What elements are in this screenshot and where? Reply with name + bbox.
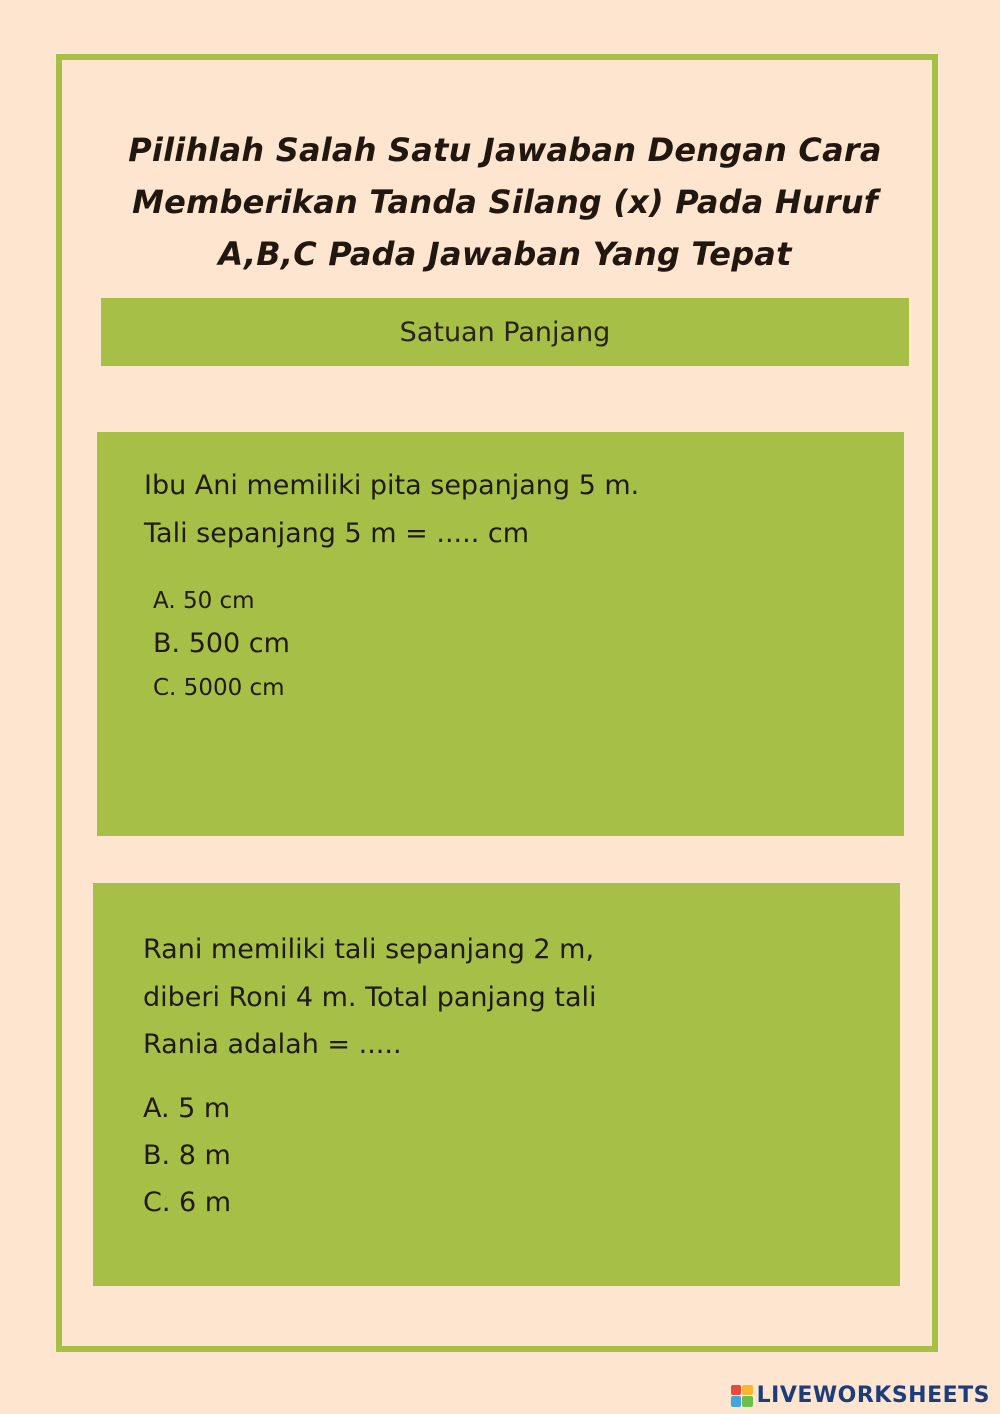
liveworksheets-watermark (731, 1383, 990, 1408)
question-card-2 (93, 883, 900, 1286)
instructions-line-2: Memberikan Tanda Silang (x) Pada Huruf (132, 183, 878, 221)
question-2-text-line-1: Rani memiliki tali sepanjang 2 m, (143, 934, 595, 965)
liveworksheets-logo-icon (731, 1385, 753, 1407)
question-2-text-line-2: diberi Roni 4 m. Total panjang tali (143, 982, 597, 1013)
question-1-option-c[interactable]: C. 5000 cm (153, 675, 285, 701)
question-1-text-line-2: Tali sepanjang 5 m = ..... cm (144, 518, 530, 549)
topic-title: Satuan Panjang (399, 316, 611, 348)
instructions-line-1: Pilihlah Salah Satu Jawaban Dengan Cara (128, 131, 882, 169)
watermark-text: LIVEWORKSHEETS (756, 1383, 990, 1408)
topic-banner (101, 298, 909, 366)
question-1-option-a[interactable]: A. 50 cm (153, 588, 255, 614)
question-2-option-c[interactable]: C. 6 m (143, 1187, 232, 1218)
instructions-heading (100, 124, 910, 280)
question-card-1 (97, 432, 904, 836)
question-1-option-b[interactable]: B. 500 cm (153, 628, 290, 659)
question-2-text-line-3: Rania adalah = ..... (143, 1029, 402, 1060)
question-1-text-line-1: Ibu Ani memiliki pita sepanjang 5 m. (144, 470, 640, 501)
question-2-option-b[interactable]: B. 8 m (143, 1140, 231, 1171)
question-2-option-a[interactable]: A. 5 m (143, 1093, 231, 1124)
instructions-line-3: A,B,C Pada Jawaban Yang Tepat (218, 235, 792, 273)
